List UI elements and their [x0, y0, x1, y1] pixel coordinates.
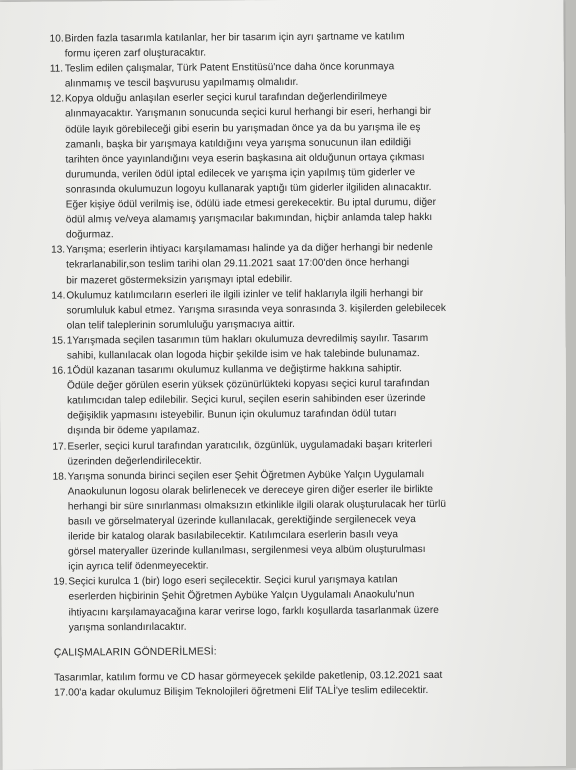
item-text: Okulumuz katılımcıların eserleri ile ilgili izinler ve telif haklarıyla ilgili herhangi bir sorumluluk kabul etmez. Yarışma sırasında veya sonrasında 3. kişilerden gelebilecek olan telif taleplerinin sorumluluğu yarışmacıya aittir.	[66, 287, 446, 332]
item-number: 13.	[51, 244, 66, 256]
page-edge	[566, 0, 576, 768]
item-text: Seçici kurulca 1 (bir) logo eseri seçilecektir. Seçici kurul yarışmaya katılan eserlerden hiçbirinin Şehit Öğretmen Aybüke Yalçın Uygulamalı Anaokulu'nun ihtiyacını karşılamayacağına karar verirse logo, farklı koşullarda tasarlanmak üzere yarışma sonlandırılacaktır.	[68, 574, 439, 634]
item-text: 1Ödül kazanan tasarımı okulumuz kullanma ve değiştirme hakkına sahiptir. Ödüle değer görülen eserin yüksek çözünürlükteki kopyası seçici kurul tarafından katılımcıdan talep edilebilir. Seçici kurul, seçilen eserin sahibinden eser üzerinde değişiklik yapmasını isteyebilir. Bunun için okulumuz tarafından ödül tutarı dışında bir ödeme yapılamaz.	[66, 363, 430, 437]
list-item	[50, 58, 546, 92]
item-text: Birden fazla tasarımla katılanlar, her bir tasarım için ayrı şartname ve katılım formu içeren zarf oluşturacaktır.	[64, 31, 405, 60]
item-number: 14.	[51, 290, 66, 302]
list-item	[52, 330, 548, 364]
list-item	[52, 436, 548, 470]
item-number: 15.	[51, 335, 66, 347]
item-number: 18.	[52, 471, 67, 483]
section-heading: ÇALIŞMALARIN GÖNDERİLMESİ:	[53, 646, 217, 659]
item-text: 1Yarışmada seçilen tasarımın tüm hakları okulumuza devredilmiş sayılır. Tasarım sahibi, kullanılacak olan logoda hiçbir şekilde isim ve hak talebinde bulunamaz.	[66, 332, 429, 362]
item-text: Yarışma; eserlerin ihtiyacı karşılamaması halinde ya da diğer herhangi bir nedenle tekrarlanabilir,son teslim tarihi olan 29.11.2021 saat 17:00'den önce herhangi bir mazeret göstermeksizin yarışmayı iptal edebilir.	[66, 242, 433, 287]
item-text: Teslim edilen çalışmalar, Türk Patent Enstitüsü'nce daha önce korunmaya alınmamış ve tescil başvurusu yapılmamış olmalıdır.	[64, 61, 395, 90]
item-number: 17.	[52, 441, 67, 453]
item-number: 12.	[49, 93, 65, 105]
list-item	[50, 89, 547, 243]
item-number: 11.	[49, 63, 64, 75]
list-item	[52, 360, 549, 439]
list-item	[51, 239, 547, 288]
item-text: Yarışma sonunda birinci seçilen eser Şehit Öğretmen Aybüke Yalçın Uygulamalı Anaokulunun logosu olarak belirlenecek ve dereceye giren diğer eserler ile birlikte herhangi bir süre sınırlanması olmaksızın etkinlikle ilgili olarak oluşturulacak her türlü basılı ve görselmateryal üzerinde kullanılacak, gerektiğinde sergilenecek veya ileride bir katalog olarak basılabilecektir. Katılımcılara eserlerin basılı veya görsel materyaller üzerinde kullanılması, sergilenmesi veya albüm oluşturulması için ayrıca telif ödenmeyecektir.	[67, 468, 447, 573]
item-text: Eserler, seçici kurul tarafından yaratıcılık, özgünlük, uygulamadaki başarı kriterleri üzerinden değerlendirilecektir.	[67, 438, 433, 468]
item-number: 16.	[51, 365, 66, 377]
closing-paragraph: Tasarımlar, katılım formu ve CD hasar görmeyecek şekilde paketlenip, 03.12.2021 saat 17.00'a kadar okulumuz Bilişim Teknolojileri öğretmeni Elif TALİ'ye teslim edilecektir.	[54, 669, 443, 699]
list-item	[53, 572, 549, 636]
list-item	[53, 466, 550, 575]
document-body	[50, 28, 551, 700]
item-number: 10.	[49, 33, 64, 45]
list-item	[50, 28, 546, 62]
list-item	[51, 285, 547, 334]
item-number: 19.	[53, 576, 68, 588]
item-text: Kopya olduğu anlaşılan eserler seçici kurul tarafından değerlendirilmeye alınmayacaktır. Yarışmanın sonucunda seçici kurul herhangi bir eseri, herhangi bir ödüle layık görebileceği gibi eserin bu yarışmadan önce ya da bu yarışma ile eş zamanlı, başka bir yarışmaya katıldığını veya yarışma sonucunun ilan edildiği tarihten önce yayınlandığını veya eserin başkasına ait olduğunun ortaya çıkması durumunda, verilen ödül iptal edilecek ve yarışma için yapılmış tüm giderler ve sonrasında okulumuzun logoyu kullanarak yaptığı tüm giderler ilgiliden alınacaktır. Eğer kişiye ödül verilmiş ise, ödülü iade etmesi gerekecektir. Bu iptal durumu, diğer ödül almış ve/veya alamamış yarışmacılar bakımından, hiçbir anlamda talep hakkı doğurmaz.	[64, 91, 437, 241]
